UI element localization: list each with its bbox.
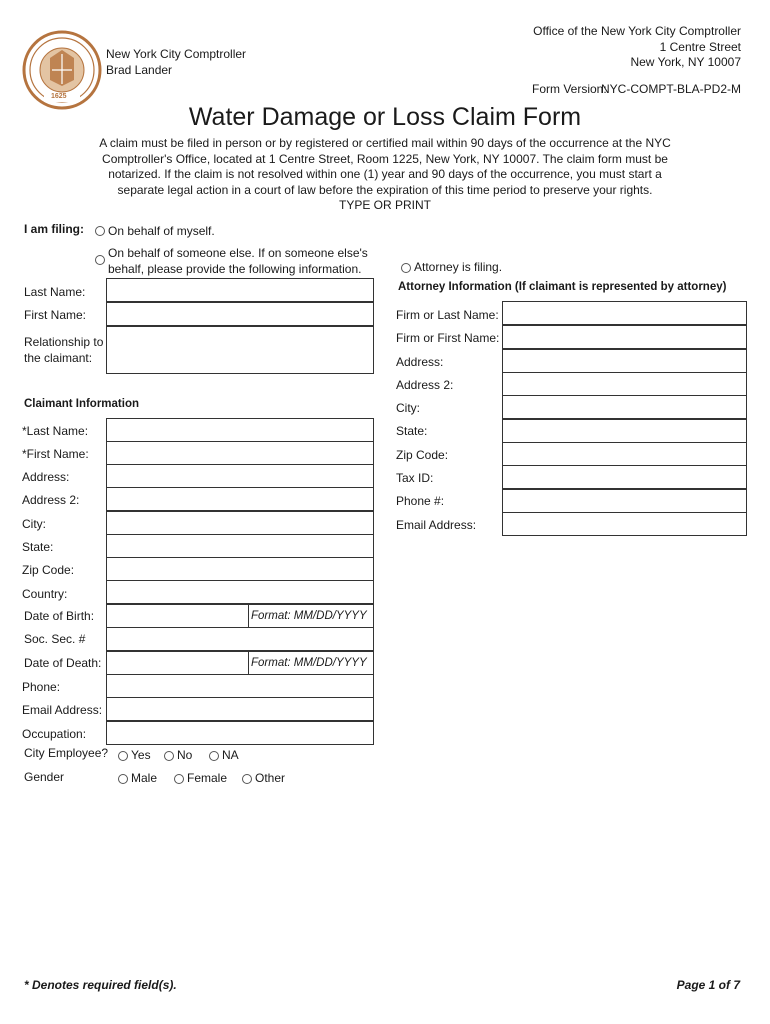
attorney-taxid-field[interactable] [502,465,747,489]
claimant-address-label: Address: [22,470,70,484]
claimant-ssn-field[interactable] [106,627,374,651]
filing-attorney-radio[interactable] [401,263,411,273]
claimant-country-field[interactable] [106,580,374,604]
claimant-heading: Claimant Information [24,398,140,410]
attorney-address-field[interactable] [502,349,747,373]
attorney-heading: Attorney Information (If claimant is represented by attorney) [398,281,727,293]
rep-first-name-label: First Name: [24,308,87,322]
claimant-occupation-field[interactable] [106,721,374,745]
attorney-email-field[interactable] [502,512,747,536]
claimant-city-field[interactable] [106,511,374,535]
claimant-email-field[interactable] [106,697,374,721]
claimant-address2-field[interactable] [106,487,374,511]
org-name: New York City Comptroller [106,47,247,61]
city-employee-na-radio[interactable] [209,751,219,761]
gender-other-label: Other [255,771,286,785]
claimant-ssn-label: Soc. Sec. # [24,632,86,646]
intro-line-4: separate legal action in a court of law before the expiration of this time period to preserve your rights. [117,182,653,197]
city-employee-na-label: NA [222,748,239,762]
rep-relationship-label-1: Relationship to [24,335,104,349]
attorney-firm-first-field[interactable] [502,325,747,349]
rep-relationship-label-2: the claimant: [24,351,93,365]
claimant-phone-field[interactable] [106,674,374,698]
attorney-state-field[interactable] [502,419,747,443]
attorney-firm-last-field[interactable] [502,301,747,325]
claimant-phone-label: Phone: [22,680,61,694]
gender-label: Gender [24,770,65,784]
gender-male-label: Male [131,771,158,785]
claimant-address2-label: Address 2: [22,493,80,507]
city-employee-label: City Employee? [24,746,109,760]
intro-line-1: A claim must be filed in person or by registered or certified mail within 90 days of the occurrence at the NYC [99,136,671,150]
gender-male-radio[interactable] [118,774,128,784]
attorney-address-label: Address: [396,355,444,369]
filing-other-radio[interactable] [95,255,105,265]
required-fields-note: * Denotes required field(s). [24,978,177,992]
attorney-firm-last-label: Firm or Last Name: [396,308,499,322]
form-version-label: Form Version: [532,82,607,96]
claimant-zip-label: Zip Code: [22,563,75,577]
city-employee-no-radio[interactable] [164,751,174,761]
attorney-email-label: Email Address: [396,518,477,532]
claimant-last-name-label: *Last Name: [22,424,89,438]
claimant-address-field[interactable] [106,464,374,488]
attorney-zip-field[interactable] [502,442,747,466]
claimant-dob-format: Format: MM/DD/YYYY [251,610,367,622]
gender-female-label: Female [187,771,228,785]
page-number: Page 1 of 7 [676,978,740,992]
intro-line-3: notarized. If the claim is not resolved within one (1) year and 90 days of the occurrence, you must start a [108,167,662,181]
rep-last-name-field[interactable] [106,278,374,302]
attorney-zip-label: Zip Code: [396,448,449,462]
claimant-state-field[interactable] [106,534,374,558]
filing-other-label-2: behalf, please provide the following information. [108,262,362,276]
office-line-3: New York, NY 10007 [630,55,741,69]
filing-label: I am filing: [24,222,84,236]
intro-line-2: Comptroller's Office, located at 1 Centre Street, Room 1225, New York, NY 10007. The claim form must be [102,151,668,166]
claimant-email-label: Email Address: [22,703,103,717]
attorney-taxid-label: Tax ID: [396,471,434,485]
filing-self-label: On behalf of myself. [108,224,215,238]
attorney-phone-label: Phone #: [396,494,445,508]
attorney-address2-field[interactable] [502,372,747,396]
claimant-dod-field[interactable] [106,651,249,675]
attorney-address2-label: Address 2: [396,378,454,392]
office-line-1: Office of the New York City Comptroller [533,24,741,38]
claimant-dod-label: Date of Death: [24,656,102,670]
filing-other-label-1: On behalf of someone else. If on someone else's [108,246,368,260]
claimant-state-label: State: [22,540,54,554]
claimant-first-name-field[interactable] [106,441,374,465]
office-line-2: 1 Centre Street [659,40,741,54]
claimant-first-name-label: *First Name: [22,447,89,461]
city-employee-yes-label: Yes [131,748,151,762]
attorney-phone-field[interactable] [502,489,747,513]
rep-first-name-field[interactable] [106,302,374,326]
claimant-last-name-field[interactable] [106,418,374,442]
comptroller-name: Brad Lander [106,63,173,77]
claimant-occupation-label: Occupation: [22,727,87,741]
claimant-dod-format: Format: MM/DD/YYYY [251,657,367,669]
claimant-zip-field[interactable] [106,557,374,581]
rep-relationship-field[interactable] [106,326,374,374]
attorney-firm-first-label: Firm or First Name: [396,331,500,345]
intro-line-5: TYPE OR PRINT [338,198,431,212]
city-employee-no-label: No [177,748,193,762]
seal-year: 1625 [51,93,67,100]
gender-other-radio[interactable] [242,774,252,784]
attorney-state-label: State: [396,424,428,438]
attorney-city-label: City: [396,401,420,415]
claimant-city-label: City: [22,517,46,531]
gender-female-radio[interactable] [174,774,184,784]
claimant-country-label: Country: [22,587,68,601]
intro-text [0,136,770,214]
attorney-city-field[interactable] [502,395,747,419]
form-version-value: NYC-COMPT-BLA-PD2-M [600,82,741,96]
city-employee-yes-radio[interactable] [118,751,128,761]
claimant-dob-label: Date of Birth: [24,609,95,623]
page-title: Water Damage or Loss Claim Form [188,103,582,131]
rep-last-name-label: Last Name: [24,285,86,299]
filing-self-radio[interactable] [95,226,105,236]
claimant-dob-field[interactable] [106,604,249,628]
filing-attorney-label: Attorney is filing. [414,260,503,274]
